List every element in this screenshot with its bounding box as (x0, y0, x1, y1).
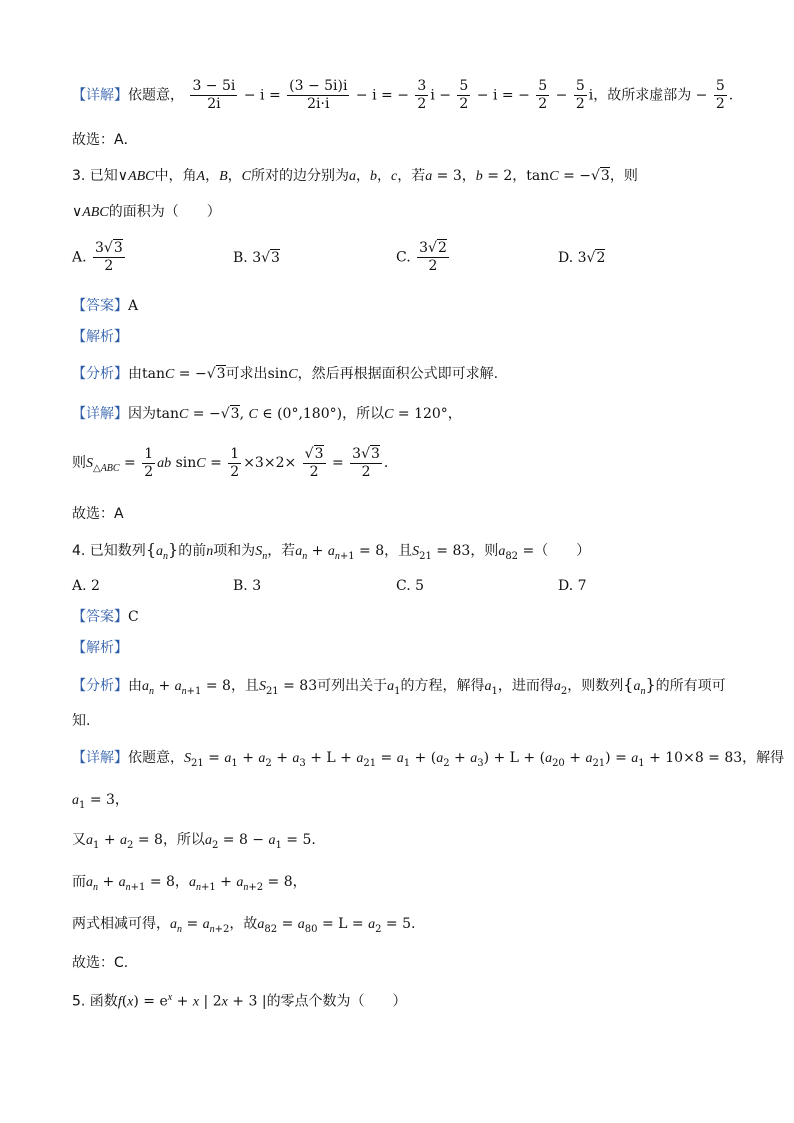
choice-line-q4: 故选：C. (72, 955, 129, 971)
detail-tag: 【详解】 (72, 87, 128, 104)
fraction-expression: $\frac{5}{2}$ (575, 78, 585, 112)
analysis-tag-q4: 【解析】 (72, 640, 128, 656)
option-c: C. $\frac{3√2}{2}$ (396, 240, 447, 274)
detail-line-q4: 【详解】依题意，$S_{21} = a_1 + a_2 + a_3 + L + a_{21} = a_1 + (a_2 + a_3) + L + (a_{20} + a_{21}) = a_1 + 10\times 8 = 83$，解得 (72, 750, 785, 769)
analyze-line-q3: 【分析】由tanC = −√3可求出sinC，然后再根据面积公式即可求解. (72, 366, 499, 382)
option-a: A. $\frac{3√3}{2}$ (72, 240, 123, 274)
detail-conclusion: ，故所求虚部为 (593, 87, 692, 104)
detail-line-q3: 【详解】因为tanC = −√3, C ∈ (0°,180°)，所以C = 120°， (72, 406, 462, 422)
detail-line-q4-cont: $a_1 = 3$， (72, 792, 129, 811)
detail-line-q4-a2: 又$a_1 + a_2 = 8$，所以$a_2 = 8 - a_1 = 5$. (72, 832, 316, 851)
detail-intro: 依题意， (128, 87, 184, 104)
answer-line-q4: 【答案】C (72, 609, 139, 625)
question-4-stem: 4. 已知数列$\{a_n\}$的前n项和为$S_n$，若$a_n + a_{n+1} = 8$，且$S_{21} = 83$，则$a_{82}$ =（ ） (72, 540, 591, 562)
option-b: B. 3 (233, 578, 262, 594)
detail-line-q4-result: 两式相减可得，$a_n = a_{n+2}$，故$a_{82} = a_{80} = L = a_2 = 5$. (72, 916, 416, 935)
option-d: D. 7 (558, 578, 587, 594)
analysis-tag-q3: 【解析】 (72, 329, 128, 345)
fraction-expression: $\frac{5}{2}$ (459, 78, 469, 112)
analyze-line-q4: 【分析】由$a_n + a_{n+1} = 8$，且$S_{21} = 83$可列出关于$a_1$的方程，解得$a_1$，进而得$a_2$，则数列$\{a_n\}$的所有项可 (72, 675, 726, 697)
option-a: A. 2 (72, 578, 100, 594)
fraction-expression: $\frac{5}{2}$ (715, 78, 725, 112)
option-c: C. 5 (396, 578, 425, 594)
question-5-stem: 5. 函数$f(x) = e^x + x$ | 2x + 3 |的零点个数为（ ） (72, 992, 407, 1010)
detail-line-q4-relations: 而$a_n + a_{n+1} = 8$，$a_{n+1} + a_{n+2} = 8$， (72, 874, 307, 893)
option-b: B. 3√3 (233, 250, 280, 266)
area-formula-line: 则$S_{\triangle ABC}$ = $\frac{1}{2}$ ab sinC = $\frac{1}{2}$ ×3×2× $\frac{√3}{2}$ = $\frac{3√3}{2}$ . (72, 445, 389, 480)
fraction-expression: $\frac{(3 - 5i)i}{2i\cdot i}$ (289, 78, 348, 112)
choice-line-q3: 故选：A (72, 506, 124, 522)
choice-line-q2: 故选：A． (72, 132, 138, 148)
analyze-line-q4-cont: 知. (72, 713, 91, 729)
fraction-expression: $\frac{5}{2}$ (538, 78, 548, 112)
question-3-stem: 3. 已知∨ABC中，角A，B，C所对的边分别为a，b，c，若a = 3，b = 2，tanC = −√3，则 (72, 168, 638, 184)
answer-line-q3: 【答案】A (72, 298, 139, 314)
fraction-expression: $\frac{3}{2}$ (417, 78, 427, 112)
option-d: D. 3√2 (558, 250, 606, 266)
detail-line-q2: 【详解】依题意， $\frac{3 - 5i}{2i}$ − i = $\frac{(3 - 5i)i}{2i\cdot i}$ − i = − $\frac{3}{2}$ i − $\frac{5}{2}$ − i = − $\frac{5}{2}$ − $\frac{5}{2}$ i，故所求虚部为 − $\frac{5}{2}$ . (72, 78, 734, 112)
fraction-expression: $\frac{3 - 5i}{2i}$ (192, 78, 236, 112)
question-3-stem-line2: ∨ABC的面积为（ ） (72, 204, 221, 220)
